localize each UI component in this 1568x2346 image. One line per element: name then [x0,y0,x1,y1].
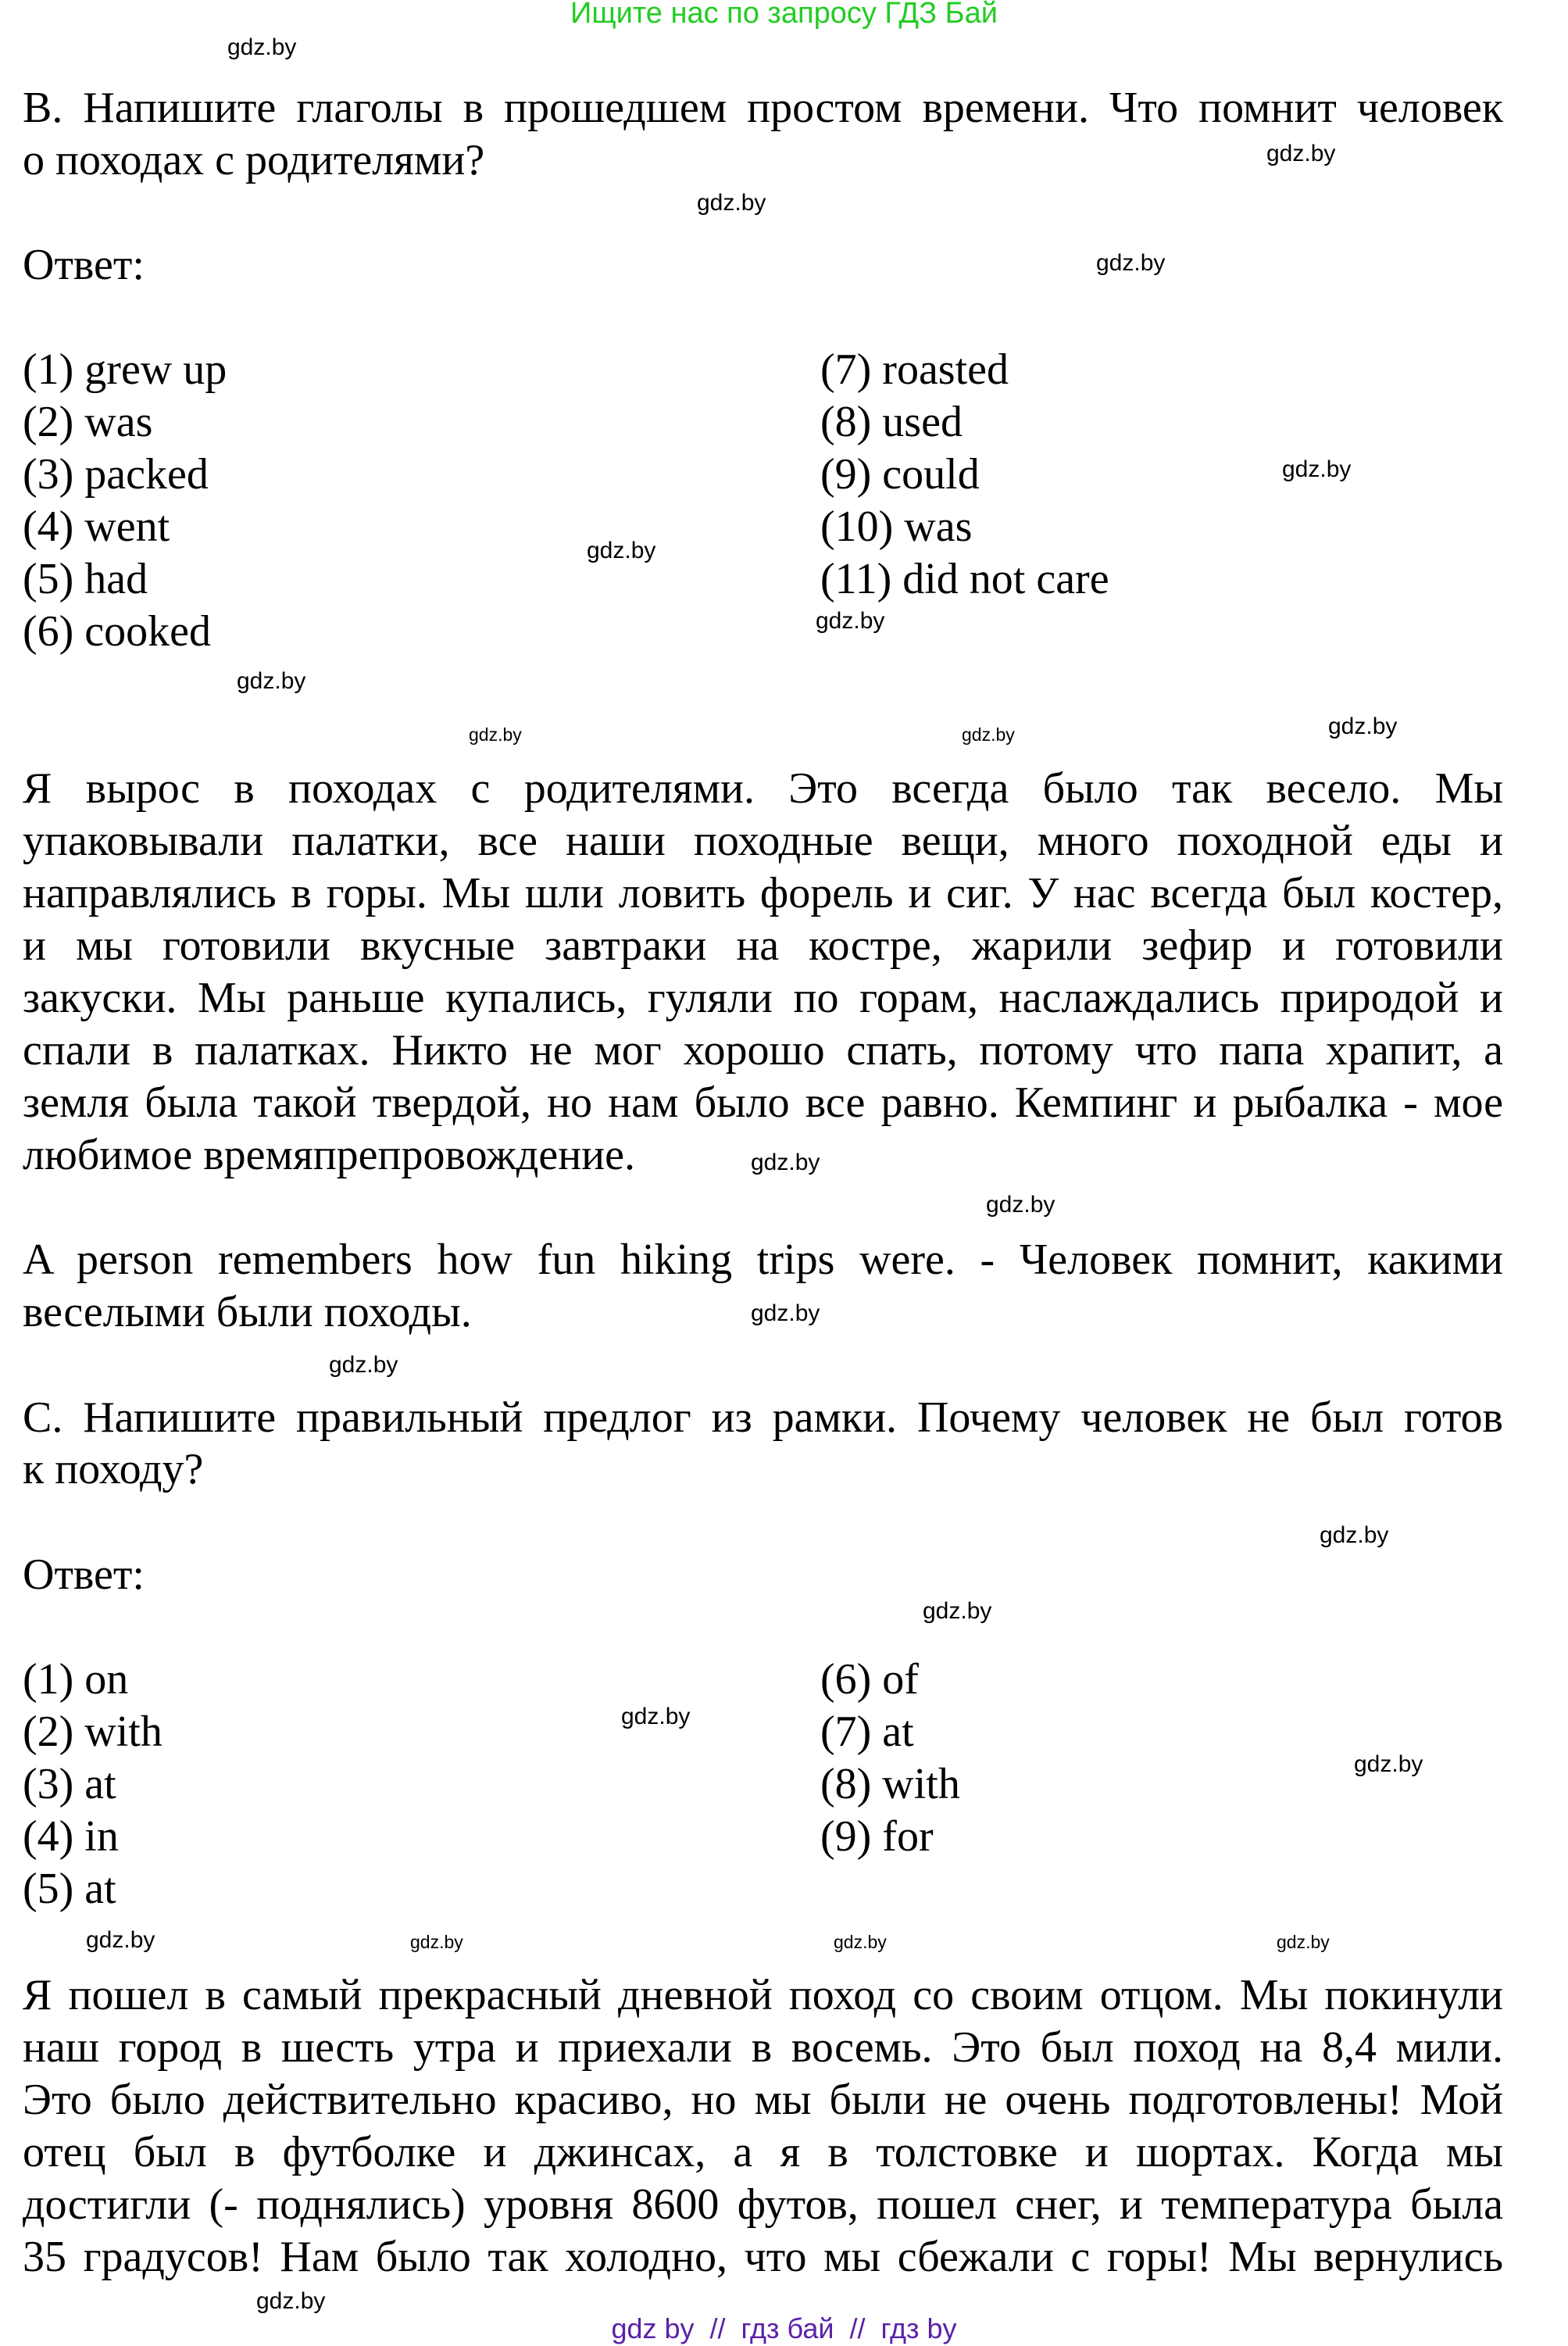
paragraph-line: закуски. Мы раньше купались, гуляли по горам, наслаждались природой и [23,974,1503,1022]
paragraph-line: Я вырос в походах с родителями. Это всегда было так весело. Мы [23,764,1503,813]
watermark: gdz.by [923,1598,992,1624]
answer-item: (2) was [23,398,153,446]
paragraph-line: отец был в футболке и джинсах, а я в толстовке и шортах. Когда мы [23,2128,1503,2176]
answer-item: (11) did not care [820,555,1109,603]
watermark: gdz.by [697,190,766,216]
watermark: gdz.by [816,608,885,634]
paragraph-line: спали в палатках. Никто не мог хорошо спать, потому что папа храпит, а [23,1026,1503,1075]
section-b-title-line: B. Напишите глаголы в прошедшем простом времени. Что помнит человек [23,84,1503,132]
paragraph-line: Я пошел в самый прекрасный дневной поход со своим отцом. Мы покинули [23,1971,1503,2019]
paragraph-line: Это было действительно красиво, но мы были не очень подготовлены! Мой [23,2076,1503,2124]
footer-links: gdz by // гдз бай // гдз by [611,2312,957,2344]
answer-item: (6) cooked [23,607,212,656]
answer-item: (1) grew up [23,345,227,394]
paragraph-line: и мы готовили вкусные завтраки на костре, жарили зефир и готовили [23,921,1503,970]
watermark: gdz.by [1266,141,1336,166]
paragraph-line: направлялись в горы. Мы шли ловить форель и сиг. У нас всегда был костер, [23,869,1503,917]
watermark: gdz.by [469,724,522,745]
answer-item: (8) with [820,1760,960,1808]
watermark: gdz.by [237,668,306,694]
paragraph-line: упаковывали палатки, все наши походные вещи, много походной еды и [23,817,1503,865]
paragraph-line: любимое времяпрепровождение. [23,1131,635,1179]
answer-item: (9) could [820,450,980,499]
watermark: gdz.by [1277,1932,1330,1952]
watermark: gdz.by [227,34,297,60]
watermark: gdz.by [1096,250,1166,276]
answer-item: (3) at [23,1760,116,1808]
answer-label: Ответ: [23,241,145,289]
watermark: gdz.by [86,1927,155,1953]
answer-item: (3) packed [23,450,209,499]
answer-item: (1) on [23,1655,129,1704]
answer-item: (7) roasted [820,345,1009,394]
watermark: gdz.by [834,1932,887,1952]
watermark: gdz.by [751,1150,820,1175]
search-banner: Ищите нас по запросу ГДЗ Бай [570,0,998,30]
paragraph-line: 35 градусов! Нам было так холодно, что мы сбежали с горы! Мы вернулись [23,2233,1503,2281]
paragraph-line: достигли (- поднялись) уровня 8600 футов, пошел снег, и температура была [23,2180,1503,2229]
watermark: gdz.by [962,724,1015,745]
answer-item: (10) was [820,502,973,551]
answer-item: (6) of [820,1655,919,1704]
watermark: gdz.by [1328,713,1398,739]
english-line: веселыми были походы. [23,1288,472,1336]
paragraph-line: наш город в шесть утра и приехали в восемь. Это был поход на 8,4 мили. [23,2023,1503,2072]
answer-item: (4) in [23,1812,119,1861]
answer-item: (7) at [820,1708,914,1756]
watermark: gdz.by [410,1932,463,1952]
answer-label: Ответ: [23,1550,145,1599]
answer-item: (8) used [820,398,963,446]
watermark: gdz.by [587,538,656,563]
watermark: gdz.by [1282,456,1352,482]
watermark: gdz.by [1354,1751,1423,1777]
answer-item: (2) with [23,1708,163,1756]
paragraph-line: земля была такой твердой, но нам было все равно. Кемпинг и рыбалка - мое [23,1078,1503,1127]
watermark: gdz.by [986,1192,1055,1218]
answer-item: (9) for [820,1812,934,1861]
watermark: gdz.by [256,2288,326,2314]
watermark: gdz.by [1320,1522,1389,1548]
answer-item: (4) went [23,502,170,551]
section-c-title-line: к походу? [23,1445,204,1493]
answer-item: (5) had [23,555,148,603]
watermark: gdz.by [751,1300,820,1326]
watermark: gdz.by [621,1704,691,1729]
answer-item: (5) at [23,1865,116,1913]
section-c-title-line: C. Напишите правильный предлог из рамки. Почему человек не был готов [23,1393,1503,1442]
watermark: gdz.by [329,1352,398,1378]
section-b-title-line: о походах с родителями? [23,136,485,184]
english-line: A person remembers how fun hiking trips were. - Человек помнит, какими [23,1236,1503,1284]
